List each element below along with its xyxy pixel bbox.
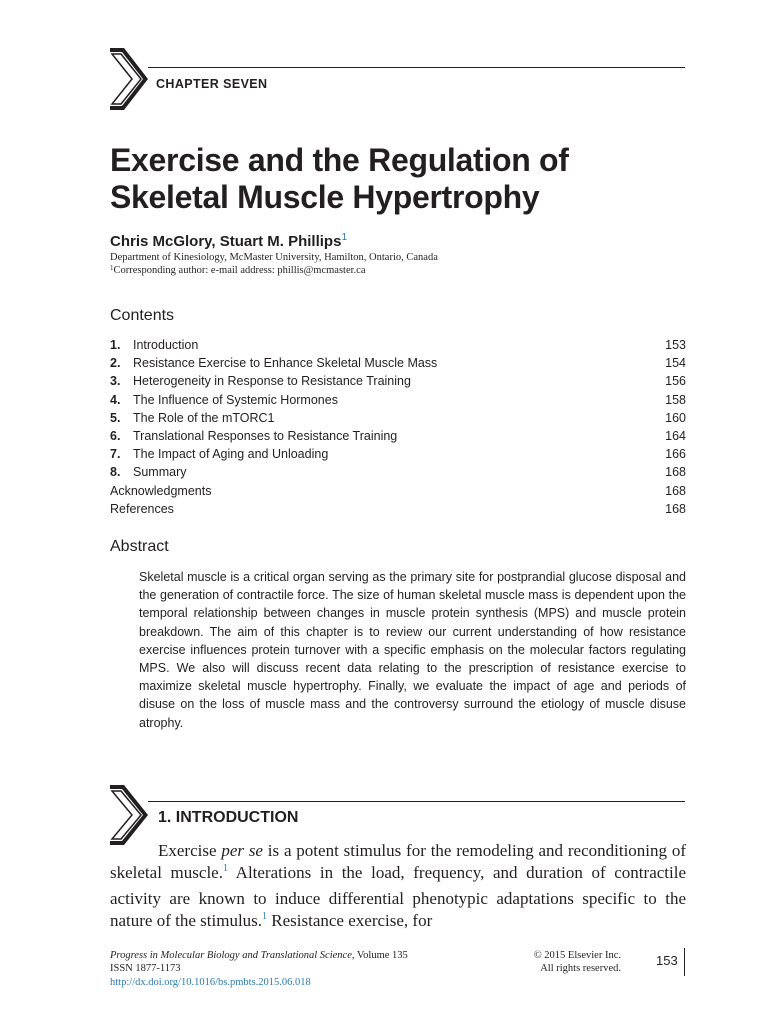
section-rule bbox=[148, 801, 685, 802]
intro-paragraph: Exercise per se is a potent stimulus for the remodeling and reconditioning of skeletal muscle.$^1$ Alterations in the load, frequency, and duration of contractile activity are known to induce differential phenotypic adaptations specific to the nature of the stimulus.$^1$ Resistance exercise, for bbox=[110, 841, 687, 930]
journal-volume: , Volume 135 bbox=[351, 950, 408, 961]
toc-item[interactable]: 2. Resistance Exercise to Enhance Skeletal Muscle Mass 154 bbox=[110, 356, 686, 371]
superscript-ref: 1 bbox=[262, 910, 268, 922]
contents-heading: Contents bbox=[110, 307, 175, 324]
toc-item[interactable]: 4. The Influence of Systemic Hormones 158 bbox=[110, 392, 686, 407]
toc-item[interactable]: 6. Translational Responses to Resistance Training 164 bbox=[110, 428, 686, 443]
chapter-title bbox=[110, 142, 710, 216]
page-number-bar bbox=[684, 948, 685, 976]
affiliation: Department of Kinesiology, McMaster University, Hamilton, Ontario, Canada bbox=[110, 252, 438, 263]
superscript-ref: 1 bbox=[222, 863, 228, 875]
section-chevron-icon bbox=[110, 785, 156, 845]
doi-link[interactable]: http://dx.doi.org/10.1016/bs.pmbts.2015.06.018 bbox=[110, 976, 311, 988]
abstract-text: Skeletal muscle is a critical organ serving as the primary site for postprandial glucose disposal and the generation of contractile force. The size of human skeletal muscle mass is dependent upon the temporal relationship between changes in muscle protein synthesis (MPS) and muscle protein breakdown. The aim of this chapter is to review our current understanding of how resistance exercise influences protein turnover with a specific emphasis on the molecular factors regulating MPS. We also will discuss recent data relating to the prescription of resistance exercise to maximize skeletal muscle hypertrophy. Finally, we evaluate the impact of age and periods of disuse on the loss of muscle mass and the controversy surround the etiology of muscle disuse atrophy. bbox=[139, 570, 686, 730]
chapter-rule bbox=[148, 67, 685, 68]
footer-copyright: © 2015 Elsevier Inc. All rights reserved. bbox=[533, 950, 621, 975]
chapter-chevron-icon bbox=[110, 48, 156, 110]
page-number: 153 bbox=[656, 953, 678, 968]
toc-item[interactable]: 5. The Role of the mTORC1 160 bbox=[110, 410, 686, 425]
abstract-heading: Abstract bbox=[110, 538, 169, 555]
toc-item[interactable]: 8. Summary 168 bbox=[110, 465, 686, 480]
author-footnote-ref: 1 bbox=[341, 232, 347, 243]
toc-item[interactable]: 7. The Impact of Aging and Unloading 166 bbox=[110, 447, 686, 462]
chapter-label: CHAPTER SEVEN bbox=[156, 77, 268, 91]
issn: ISSN 1877-1173 bbox=[110, 963, 181, 975]
toc-item[interactable]: References 168 bbox=[110, 501, 686, 516]
authors bbox=[110, 233, 347, 250]
title-line-2: Skeletal Muscle Hypertrophy bbox=[110, 179, 540, 215]
author-names: Chris McGlory, Stuart M. Phillips bbox=[110, 233, 342, 250]
corresponding-author: $^1$Corresponding author: e-mail address: phillis@mcmaster.ca bbox=[110, 263, 366, 276]
title-line-1: Exercise and the Regulation of bbox=[110, 142, 569, 178]
toc-item[interactable]: 3. Heterogeneity in Response to Resistance Training 156 bbox=[110, 374, 686, 389]
table-of-contents bbox=[110, 336, 686, 518]
affiliation-block bbox=[110, 252, 438, 277]
section-heading: 1. INTRODUCTION bbox=[158, 809, 299, 826]
journal-name: Progress in Molecular Biology and Translational Science bbox=[110, 950, 352, 961]
toc-item[interactable]: Acknowledgments 168 bbox=[110, 483, 686, 498]
toc-item[interactable]: 1. Introduction 153 bbox=[110, 338, 686, 352]
footer-citation bbox=[110, 949, 408, 989]
